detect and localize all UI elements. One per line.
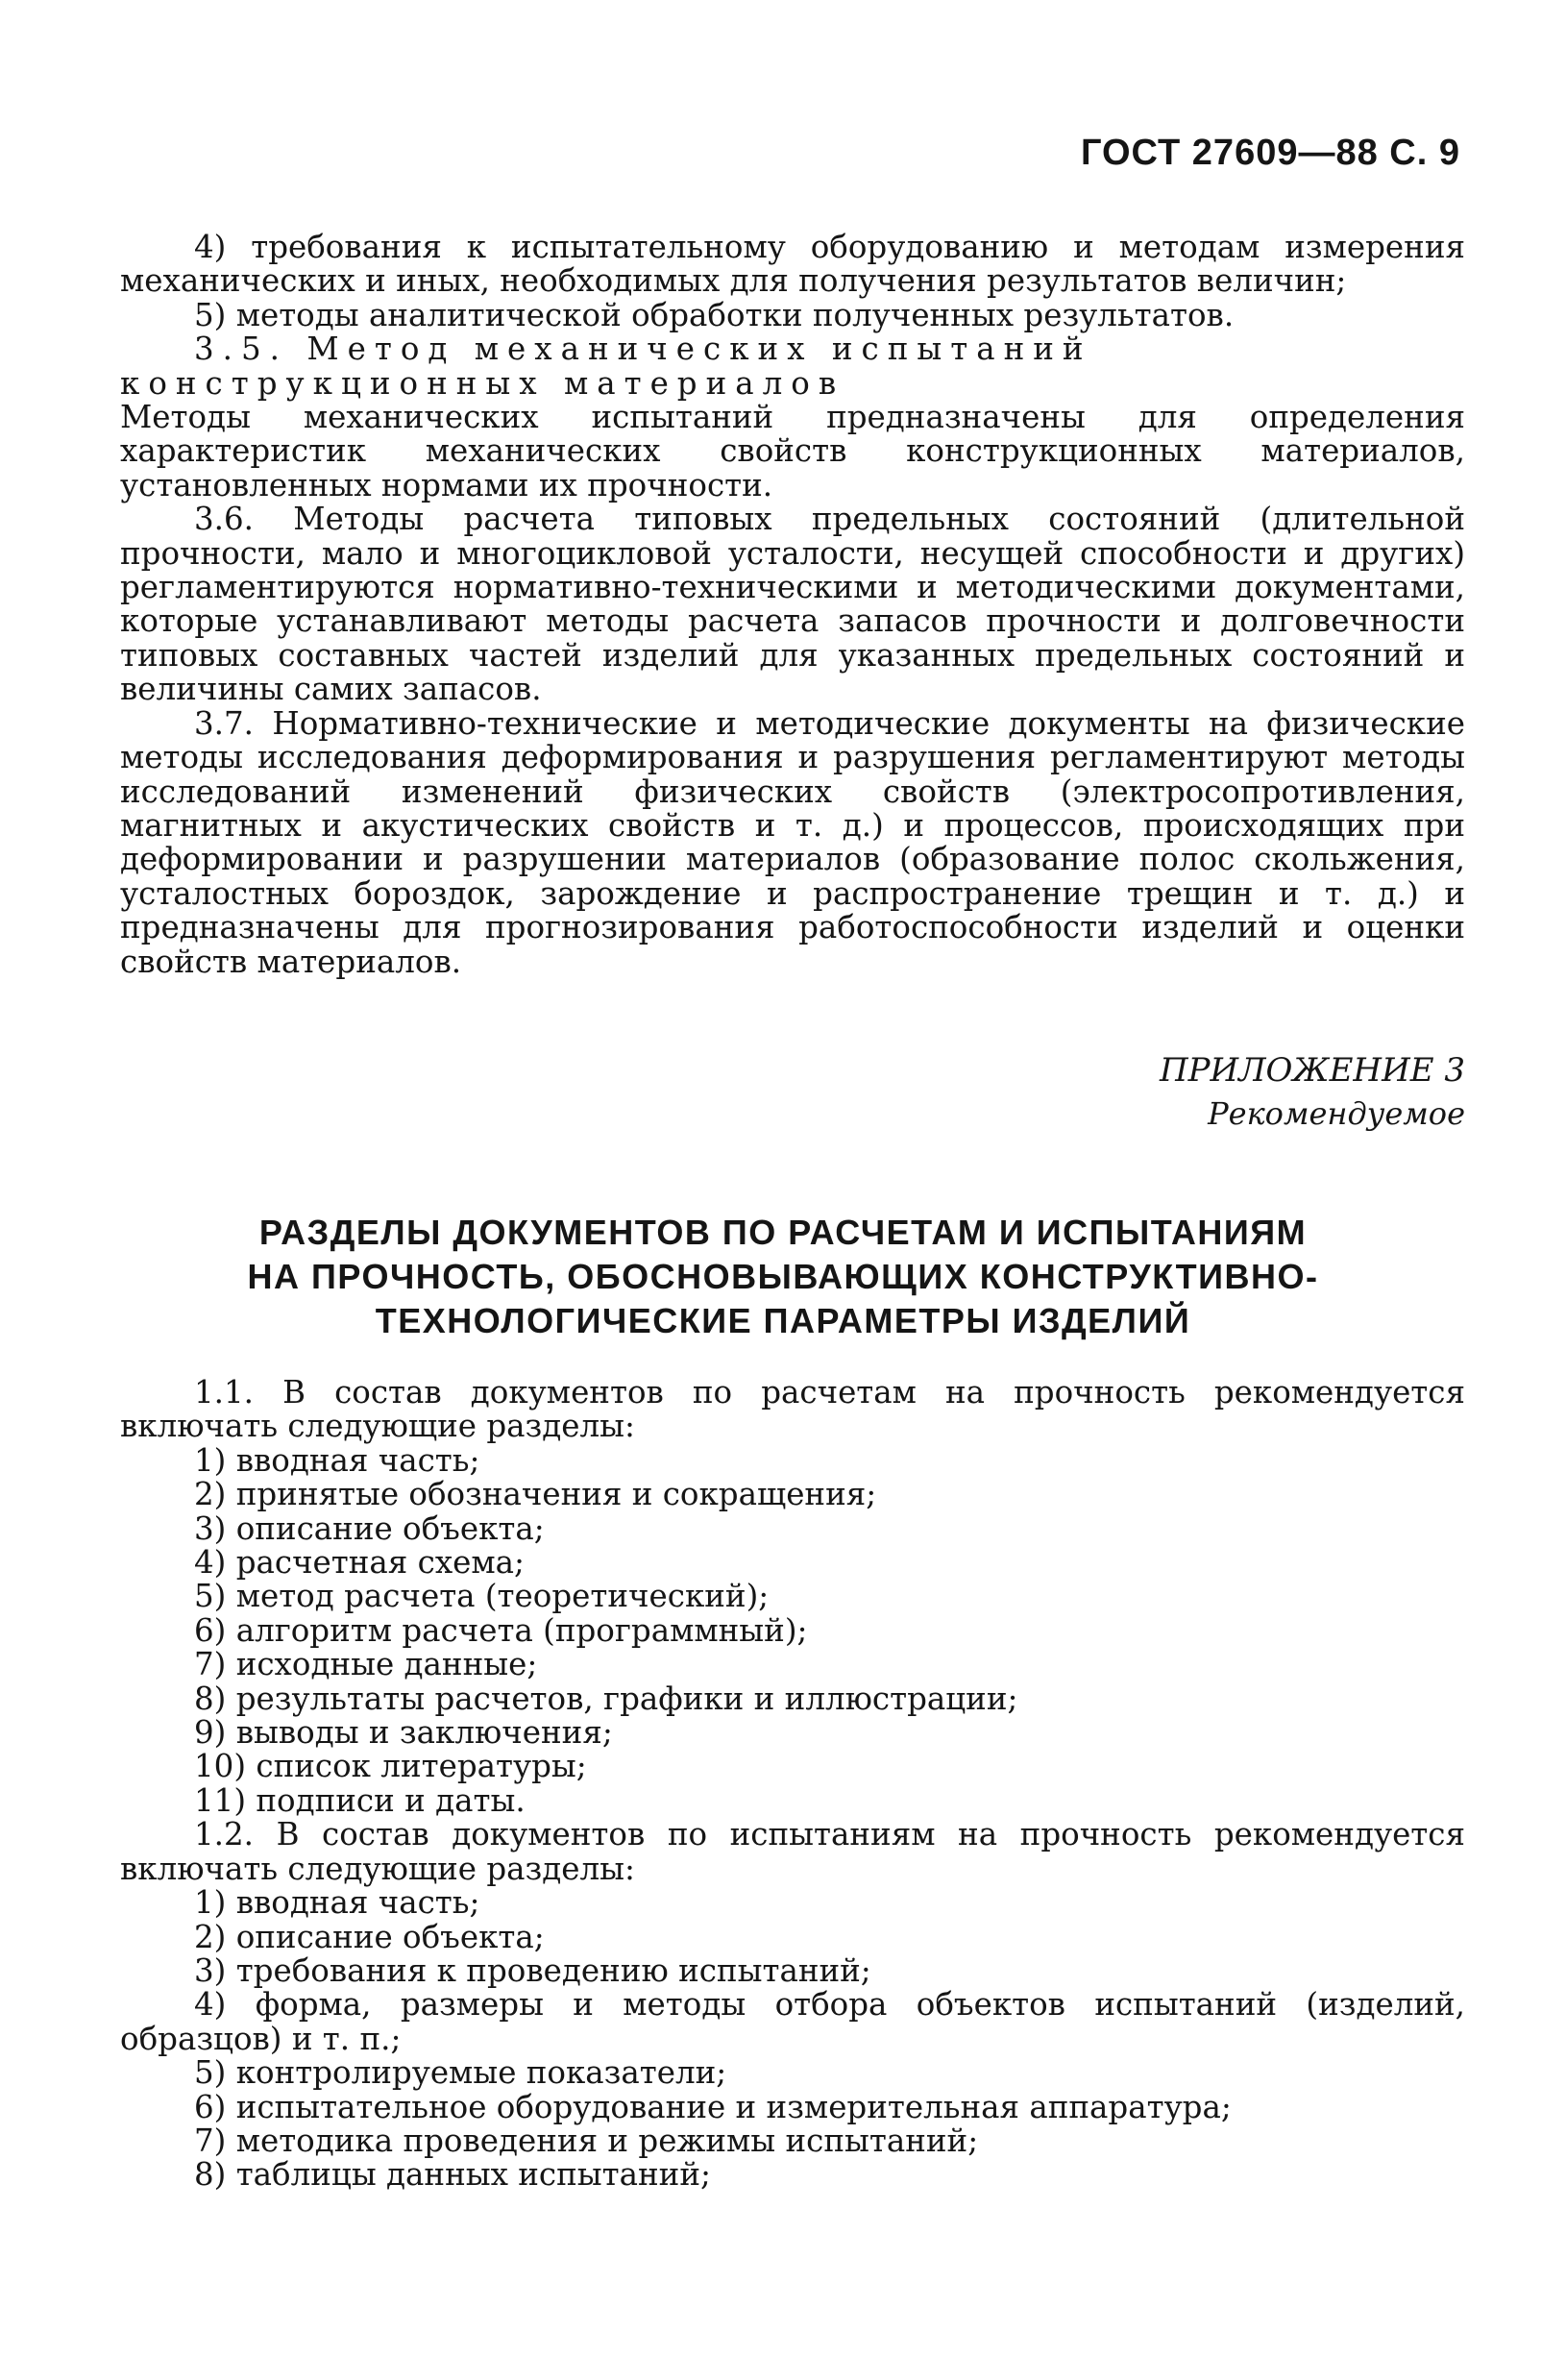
list-item: 7) исходные данные; (194, 1646, 538, 1683)
section-3-continuation (120, 231, 1465, 979)
list-item: 10) список литературы; (194, 1748, 587, 1785)
list-item: 5) контролируемые показатели; (194, 2054, 727, 2092)
list-item: 5) метод расчета (теоретический); (194, 1578, 770, 1615)
test-sections-list (120, 1886, 1465, 2193)
list-item: 2) описание объекта; (194, 1918, 545, 1955)
list-item: 8) таблицы данных испытаний; (194, 2156, 711, 2194)
clause-1-2-intro: 1.2. В состав документов по испытаниям на прочность рекомендуется включать следующие разделы: (120, 1816, 1465, 1887)
list-item: 4) форма, размеры и методы отбора объектов испытаний (изделий, образцов) и т. п.; (120, 1986, 1465, 2057)
list-item: 1) вводная часть; (194, 1884, 480, 1922)
appendix-label (1160, 1049, 1465, 1136)
list-item: 1) вводная часть; (194, 1441, 480, 1479)
clause-3-6: 3.6. Методы расчета типовых предельных состояний (длительной прочности, мало и многоцикловой усталости, несущей способности и других) регламентируются нормативно-техническими и методическими документами, которые устанавливают методы расчета запасов прочности и долговечности типовых составных частей изделий для указанных предельных состояний и величины самих запасов. (120, 501, 1465, 708)
list-item: 4) требования к испытательному оборудованию и методам измерения механических и иных, необходимых для получения результатов величин; (120, 229, 1465, 300)
list-item: 6) алгоритм расчета (программный); (194, 1611, 808, 1649)
list-item: 9) выводы и заключения; (194, 1714, 613, 1752)
list-item: 2) принятые обозначения и сокращения; (194, 1476, 877, 1513)
appendix-status: Рекомендуемое (1208, 1095, 1465, 1132)
title-line-2: НА ПРОЧНОСТЬ, ОБОСНОВЫВАЮЩИХ КОНСТРУКТИВНО- (247, 1257, 1319, 1296)
title-line-3: ТЕХНОЛОГИЧЕСКИЕ ПАРАМЕТРЫ ИЗДЕЛИЙ (375, 1301, 1191, 1340)
list-item: 7) методика проведения и режимы испытаний; (194, 2122, 979, 2159)
page-header: ГОСТ 27609—88 С. 9 (1080, 133, 1460, 173)
clause-1-1-intro: 1.1. В состав документов по расчетам на прочность рекомендуется включать следующие разделы: (120, 1374, 1465, 1445)
list-item: 11) подписи и даты. (194, 1781, 526, 1819)
appendix-body (120, 1376, 1465, 2193)
clause-3-5-heading: 3.5. Метод механических испытаний конструкционных материалов (120, 331, 1092, 402)
appendix-title (135, 1211, 1431, 1343)
list-item: 3) требования к проведению испытаний; (194, 1951, 871, 1989)
appendix-number: ПРИЛОЖЕНИЕ 3 (1159, 1051, 1465, 1090)
list-item: 5) методы аналитической обработки полученных результатов. (194, 296, 1235, 333)
clause-3-7: 3.7. Нормативно-технические и методические документы на физические методы исследования деформирования и разрушения регламентируют методы исследований изменений физических свойств (электросопротивления, магнитных и акустических свойств и т. д.) и процессов, происходящих при деформировании и разрушении материалов (образование полос скольжения, усталостных бороздок, зарождение и распространение трещин и т. д.) и предназначены для прогнозирования работоспособности изделий и оценки свойств материалов. (120, 704, 1465, 980)
title-line-1: РАЗДЕЛЫ ДОКУМЕНТОВ ПО РАСЧЕТАМ И ИСПЫТАНИЯМ (258, 1213, 1308, 1252)
list-item: 3) описание объекта; (194, 1509, 545, 1547)
list-item: 8) результаты расчетов, графики и иллюстрации; (194, 1680, 1018, 1717)
calc-sections-list (120, 1441, 1465, 1819)
list-item: 6) испытательное оборудование и измерительная аппаратура; (194, 2088, 1232, 2125)
clause-3-5-text: Методы механических испытаний предназначены для определения характеристик механических свойств конструкционных материалов, установленных нормами их прочности. (120, 399, 1465, 503)
list-item: 4) расчетная схема; (194, 1544, 526, 1582)
